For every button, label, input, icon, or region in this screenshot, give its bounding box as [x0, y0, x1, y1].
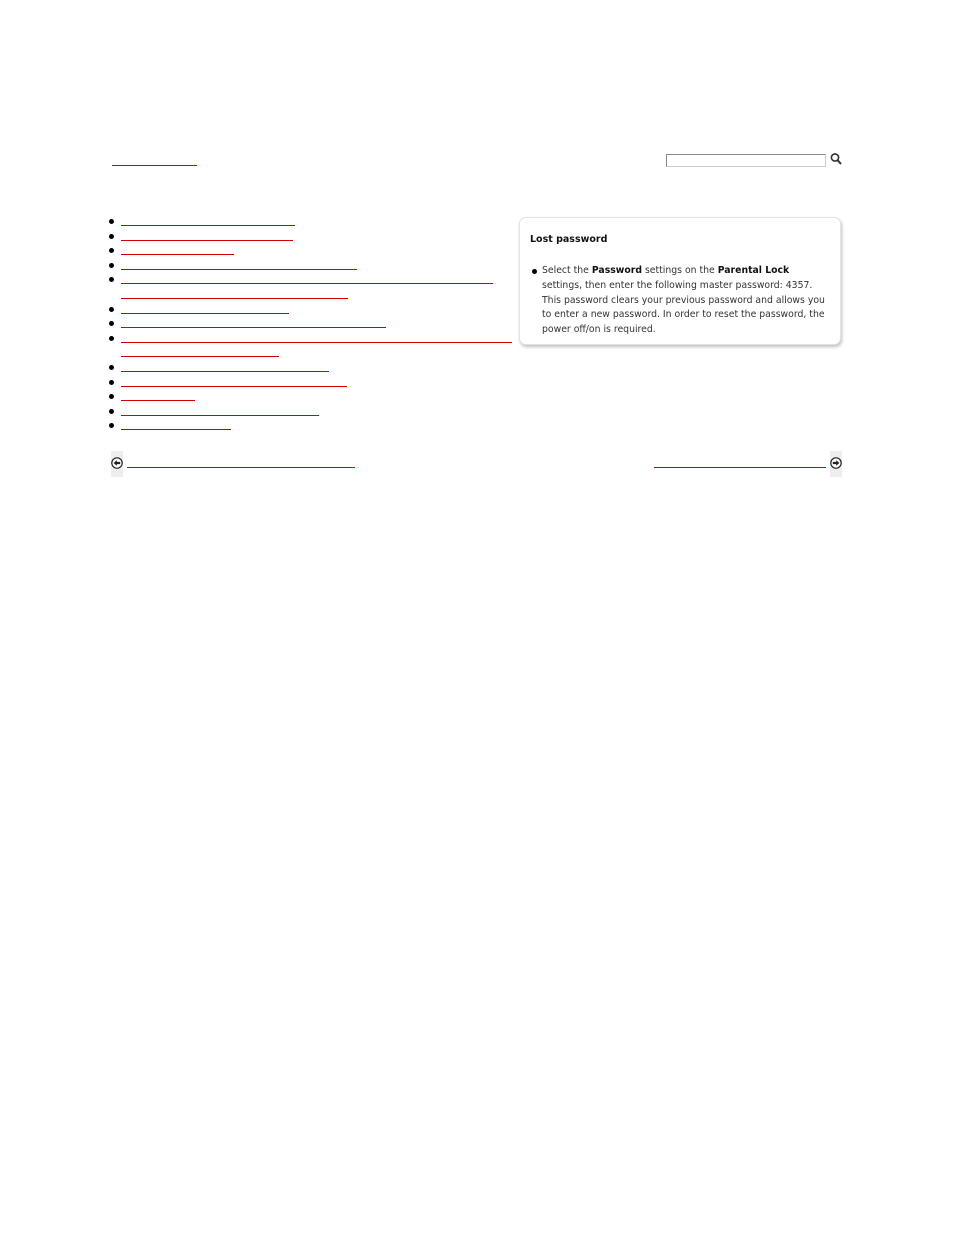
bullet	[109, 307, 114, 312]
bullet	[109, 277, 114, 282]
nav-link-line	[121, 288, 348, 299]
info-text-bold-parental-lock: Parental Lock	[717, 265, 790, 276]
nav-list-item	[108, 361, 518, 376]
nav-list-item	[108, 259, 518, 274]
nav-link[interactable]	[121, 317, 518, 328]
nav-list-item	[108, 390, 518, 405]
search-input[interactable]	[666, 154, 826, 167]
nav-link[interactable]	[121, 361, 518, 372]
bullet	[109, 263, 114, 268]
nav-list-item	[108, 376, 518, 391]
nav-link-line	[121, 346, 279, 357]
nav-link[interactable]	[121, 332, 518, 358]
nav-list-item	[108, 332, 518, 361]
bullet	[109, 380, 114, 385]
info-text	[542, 264, 832, 338]
info-box	[519, 217, 841, 345]
nav-list-item	[108, 419, 518, 434]
nav-link[interactable]	[121, 405, 518, 416]
nav-link-line	[121, 230, 293, 241]
nav-link[interactable]	[121, 273, 518, 299]
bullet	[109, 219, 114, 224]
nav-link-line	[121, 332, 512, 343]
nav-link-line	[121, 361, 329, 372]
bullet	[109, 365, 114, 370]
nav-link-line	[121, 405, 319, 416]
search-icon[interactable]	[830, 152, 842, 166]
bullet	[109, 321, 114, 326]
arrow-right-circle-icon	[830, 457, 842, 469]
nav-link[interactable]	[121, 215, 518, 226]
nav-list-item	[108, 317, 518, 332]
nav-link-line	[121, 273, 493, 284]
info-text-part: settings, then enter the following master password: 4357. This password clears your previous password and allows you to enter a new password. In order to reset the password, the power off/on is required.	[542, 279, 825, 336]
nav-list-item	[108, 230, 518, 245]
info-title: Lost password	[530, 234, 608, 245]
nav-link[interactable]	[121, 390, 518, 401]
top-link[interactable]	[112, 154, 197, 166]
bullet	[109, 409, 114, 414]
previous-page-link[interactable]	[111, 451, 357, 477]
nav-link-line	[121, 390, 195, 401]
next-page-link[interactable]	[654, 451, 842, 477]
nav-link[interactable]	[121, 419, 518, 430]
nav-list-item	[108, 303, 518, 318]
info-bullet	[532, 269, 537, 274]
previous-page-label	[127, 457, 355, 468]
nav-link[interactable]	[121, 230, 518, 241]
next-page-label	[654, 457, 826, 468]
nav-link-line	[121, 303, 289, 314]
nav-list-item	[108, 215, 518, 230]
nav-list	[108, 215, 518, 434]
nav-list-item	[108, 244, 518, 259]
info-text-part: Select the	[542, 265, 592, 276]
info-text-part: settings on the	[641, 265, 718, 276]
nav-link-line	[121, 317, 386, 328]
nav-link[interactable]	[121, 259, 518, 270]
nav-link[interactable]	[121, 376, 518, 387]
nav-link[interactable]	[121, 303, 518, 314]
nav-link-line	[121, 376, 347, 387]
nav-link-line	[121, 419, 231, 430]
nav-list-item	[108, 405, 518, 420]
bullet	[109, 336, 114, 341]
bullet	[109, 394, 114, 399]
nav-link-line	[121, 259, 357, 270]
nav-link-line	[121, 244, 234, 255]
info-text-bold-password: Password	[591, 265, 642, 276]
nav-link-line	[121, 215, 295, 226]
bullet	[109, 248, 114, 253]
nav-list-item	[108, 273, 518, 302]
bullet	[109, 234, 114, 239]
nav-link[interactable]	[121, 244, 518, 255]
bullet	[109, 423, 114, 428]
arrow-left-circle-icon	[111, 457, 123, 469]
